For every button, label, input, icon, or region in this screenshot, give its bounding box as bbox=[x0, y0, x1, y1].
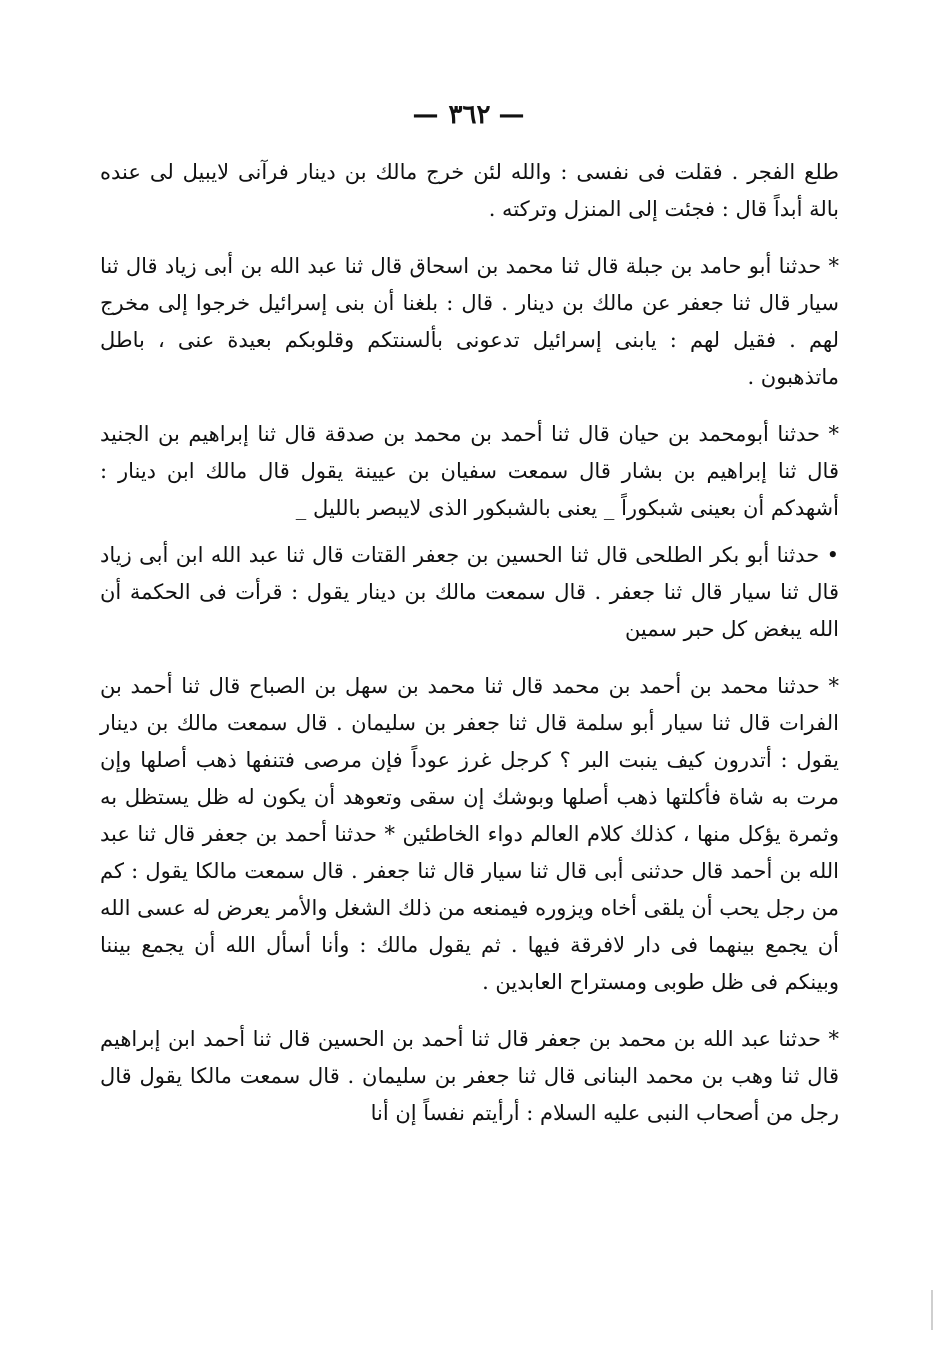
paragraph: * حدثنا أبومحمد بن حيان قال ثنا أحمد بن محمد بن صدقة قال ثنا إبراهيم بن الجنيد قال ثنا إبراهيم بن بشار قال سمعت سفيان بن عيينة يقول قال مالك ابن دينار : أشهدكم أن بعينى شبكوراً _ يعنى بالشبكور الذى لايبصر بالليل _ bbox=[100, 422, 839, 520]
paragraph: • حدثنا أبو بكر الطلحى قال ثنا الحسين بن جعفر القتات قال ثنا عبد الله ابن أبى زياد قال ثنا سيار قال ثنا جعفر . قال سمعت مالك بن دينار يقول : قرأت فى الحكمة أن الله يبغض كل حبر سمين bbox=[100, 543, 839, 641]
page-number-dash-left: — bbox=[412, 100, 441, 130]
paragraph: * حدثنا أبو حامد بن جبلة قال ثنا محمد بن اسحاق قال ثنا عبد الله بن أبى زياد قال ثنا سيار قال ثنا جعفر عن مالك بن دينار . قال : بلغنا أن بنى إسرائيل خرجوا إلى مخرج لهم . فقيل لهم : يابنى إسرائيل تدعونى بألسنتكم وقلوبكم بعيدة عنى ، باطل ماتذهبون . bbox=[100, 254, 839, 389]
paragraph: طلع الفجر . فقلت فى نفسى : والله لئن خرج مالك بن دينار فرآنى لايبيل لى عنده بالة أبداً قال : فجئت إلى المنزل وتركته . bbox=[100, 160, 839, 221]
page-number-value: ٣٦٢ bbox=[448, 100, 491, 130]
page-number-dash-right: — bbox=[498, 100, 527, 130]
scan-edge-mark bbox=[931, 1290, 933, 1330]
page-body-text bbox=[100, 154, 839, 1132]
paragraph: * حدثنا عبد الله بن محمد بن جعفر قال ثنا أحمد بن الحسين قال ثنا أحمد ابن إبراهيم قال ثنا وهب بن محمد البنانى قال ثنا جعفر بن سليمان . قال سمعت مالكا يقول قال رجل من أصحاب النبى عليه السلام : أرأيتم نفساً إن أنا bbox=[100, 1027, 839, 1125]
page-number bbox=[100, 100, 839, 130]
paragraph: * حدثنا محمد بن أحمد بن محمد قال ثنا محمد بن سهل بن الصباح قال ثنا أحمد بن الفرات قال ثنا سيار أبو سلمة قال ثنا جعفر بن سليمان . قال سمعت مالك بن دينار يقول : أتدرون كيف ينبت البر ؟ كرجل غرز عوداً فإن مرصى فتنفها ذهب أصلها وإن مرت به شاة فأكلتها ذهب أصلها وبوشك إن سقى وتعوهد أن يكون له ظل يستظل به وثمرة يؤكل منها ، كذلك كلام العالم دواء الخاطئين * حدثنا أحمد بن جعفر قال ثنا عبد الله بن أحمد قال حدثنى أبى قال ثنا سيار قال ثنا جعفر . قال سمعت مالكا يقول : كم من رجل يحب أن يلقى أخاه ويزوره فيمنعه من ذلك الشغل والأمر يعرض له عسى الله أن يجمع بينهما فى دار لافرقة فيها . ثم يقول مالك : وأنا أسأل الله أن يجمع بيننا وبينكم فى ظل طوبى ومستراح العابدين . bbox=[100, 674, 839, 994]
